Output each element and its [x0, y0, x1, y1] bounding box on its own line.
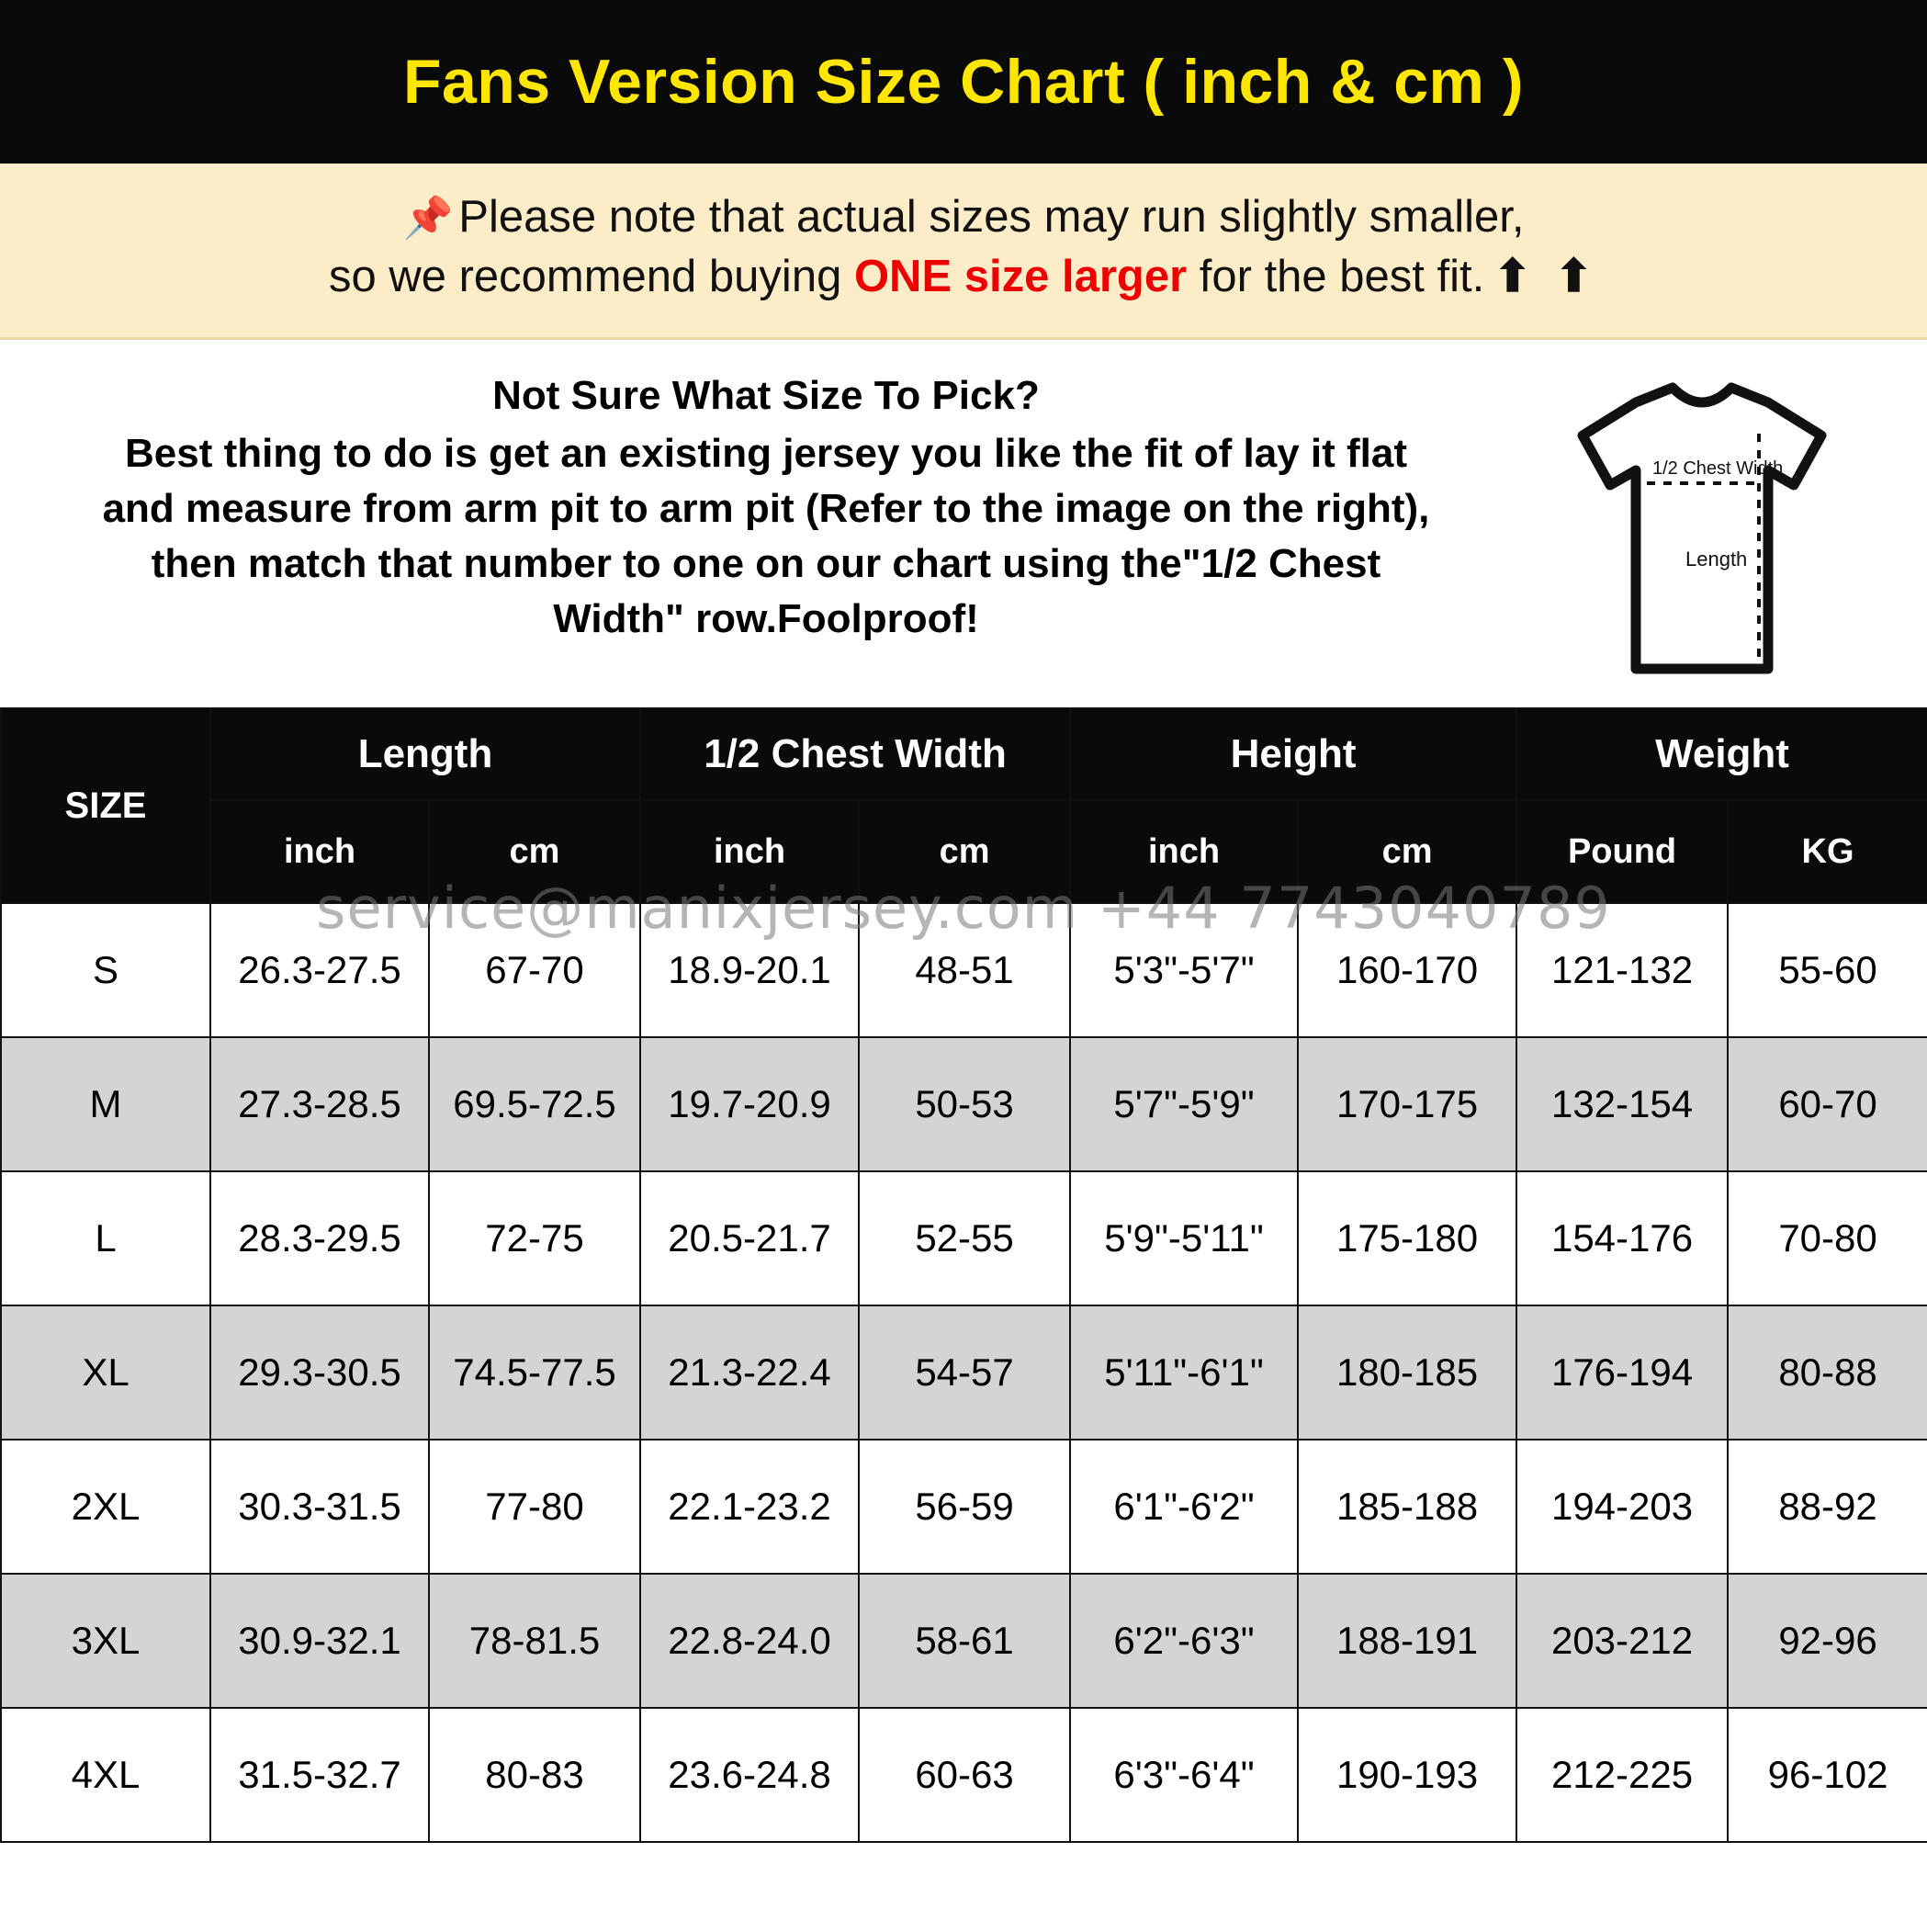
header-length-cm: cm	[429, 800, 640, 903]
tshirt-icon	[1518, 375, 1886, 687]
cell-size: 3XL	[1, 1574, 210, 1708]
cell-chest-inch: 23.6-24.8	[640, 1708, 859, 1842]
cell-height-inch: 5'11"-6'1"	[1070, 1305, 1298, 1440]
header-height-inch: inch	[1070, 800, 1298, 903]
header-size: SIZE	[1, 708, 210, 903]
note-emphasis: ONE size larger	[853, 251, 1188, 301]
watermark-contact: service@manixjersey.com +44 7743040789	[316, 875, 1611, 943]
cell-length-inch: 31.5-32.7	[210, 1708, 429, 1842]
cell-chest-cm: 58-61	[859, 1574, 1070, 1708]
cell-chest-inch: 19.7-20.9	[640, 1037, 859, 1171]
group-header-row	[1, 708, 1927, 800]
cell-size: 4XL	[1, 1708, 210, 1842]
cell-length-cm: 77-80	[429, 1440, 640, 1574]
size-table-body	[1, 903, 1927, 1842]
cell-length-inch: 27.3-28.5	[210, 1037, 429, 1171]
cell-weight-kg: 92-96	[1728, 1574, 1927, 1708]
cell-weight-pound: 194-203	[1516, 1440, 1728, 1574]
header-group-length: Length	[210, 708, 640, 800]
header-length-inch: inch	[210, 800, 429, 903]
note-line-1	[37, 187, 1890, 247]
header-height-cm: cm	[1298, 800, 1516, 903]
header-weight-pound: Pound	[1516, 800, 1728, 903]
page-title: Fans Version Size Chart ( inch & cm )	[402, 47, 1525, 117]
cell-length-inch: 30.3-31.5	[210, 1440, 429, 1574]
cell-weight-pound: 132-154	[1516, 1037, 1728, 1171]
cell-height-inch: 5'7"-5'9"	[1070, 1037, 1298, 1171]
cell-weight-pound: 203-212	[1516, 1574, 1728, 1708]
cell-weight-kg: 80-88	[1728, 1305, 1927, 1440]
table-row	[1, 1037, 1927, 1171]
cell-chest-cm: 56-59	[859, 1440, 1070, 1574]
cell-height-cm: 188-191	[1298, 1574, 1516, 1708]
cell-chest-inch: 18.9-20.1	[640, 903, 859, 1037]
sub-header-row	[1, 800, 1927, 903]
cell-height-cm: 190-193	[1298, 1708, 1516, 1842]
help-body-line-2: and measure from arm pit to arm pit (Refer to the image on the right),	[102, 486, 1430, 532]
note-text-2-post: for the best fit.	[1187, 251, 1485, 301]
length-label: Length	[1685, 548, 1748, 571]
cell-chest-cm: 52-55	[859, 1171, 1070, 1305]
cell-height-inch: 6'2"-6'3"	[1070, 1574, 1298, 1708]
cell-length-cm: 80-83	[429, 1708, 640, 1842]
cell-chest-cm: 48-51	[859, 903, 1070, 1037]
table-row	[1, 1440, 1927, 1574]
cell-chest-inch: 21.3-22.4	[640, 1305, 859, 1440]
note-text-2-pre: so we recommend buying	[328, 251, 854, 301]
cell-height-inch: 5'9"-5'11"	[1070, 1171, 1298, 1305]
cell-length-cm: 69.5-72.5	[429, 1037, 640, 1171]
table-row	[1, 1708, 1927, 1842]
help-heading: Not Sure What Size To Pick?	[492, 373, 1040, 419]
cell-height-inch: 5'3"-5'7"	[1070, 903, 1298, 1037]
cell-weight-pound: 176-194	[1516, 1305, 1728, 1440]
cell-length-cm: 72-75	[429, 1171, 640, 1305]
cell-height-cm: 160-170	[1298, 903, 1516, 1037]
size-table-head	[1, 708, 1927, 903]
cell-size: S	[1, 903, 210, 1037]
cell-weight-kg: 60-70	[1728, 1037, 1927, 1171]
cell-size: 2XL	[1, 1440, 210, 1574]
cell-weight-pound: 154-176	[1516, 1171, 1728, 1305]
cell-weight-pound: 121-132	[1516, 903, 1728, 1037]
cell-chest-cm: 60-63	[859, 1708, 1070, 1842]
cell-weight-kg: 88-92	[1728, 1440, 1927, 1574]
cell-chest-cm: 50-53	[859, 1037, 1070, 1171]
cell-height-inch: 6'3"-6'4"	[1070, 1708, 1298, 1842]
cell-weight-kg: 55-60	[1728, 903, 1927, 1037]
cell-height-cm: 175-180	[1298, 1171, 1516, 1305]
cell-size: XL	[1, 1305, 210, 1440]
chest-width-label: 1/2 Chest Width	[1652, 458, 1784, 480]
cell-size: M	[1, 1037, 210, 1171]
cell-length-cm: 67-70	[429, 903, 640, 1037]
cell-height-inch: 6'1"-6'2"	[1070, 1440, 1298, 1574]
table-row	[1, 903, 1927, 1037]
cell-weight-kg: 96-102	[1728, 1708, 1927, 1842]
help-text-block	[28, 366, 1504, 646]
table-row	[1, 1171, 1927, 1305]
pin-icon: 📌	[402, 196, 454, 241]
note-line-2	[37, 247, 1890, 307]
header-group-chest-width: 1/2 Chest Width	[640, 708, 1070, 800]
header-chest-inch: inch	[640, 800, 859, 903]
help-body-line-4: Width" row.Foolproof!	[553, 595, 979, 641]
cell-chest-cm: 54-57	[859, 1305, 1070, 1440]
cell-length-inch: 30.9-32.1	[210, 1574, 429, 1708]
tshirt-diagram	[1504, 366, 1899, 687]
cell-length-cm: 74.5-77.5	[429, 1305, 640, 1440]
cell-weight-pound: 212-225	[1516, 1708, 1728, 1842]
cell-weight-kg: 70-80	[1728, 1171, 1927, 1305]
title-bar	[0, 0, 1927, 164]
header-chest-cm: cm	[859, 800, 1070, 903]
cell-size: L	[1, 1171, 210, 1305]
cell-chest-inch: 22.8-24.0	[640, 1574, 859, 1708]
cell-length-inch: 26.3-27.5	[210, 903, 429, 1037]
cell-length-inch: 28.3-29.5	[210, 1171, 429, 1305]
table-row	[1, 1305, 1927, 1440]
cell-length-inch: 29.3-30.5	[210, 1305, 429, 1440]
cell-height-cm: 185-188	[1298, 1440, 1516, 1574]
note-band	[0, 164, 1927, 340]
size-table	[0, 707, 1927, 1843]
help-section	[0, 340, 1927, 707]
size-table-wrap	[0, 707, 1927, 1932]
header-group-height: Height	[1070, 708, 1516, 800]
up-arrows-icon: ⬆ ⬆	[1493, 251, 1598, 301]
help-body-line-3: then match that number to one on our chart using the"1/2 Chest	[151, 541, 1381, 586]
cell-length-cm: 78-81.5	[429, 1574, 640, 1708]
header-weight-kg: KG	[1728, 800, 1927, 903]
note-text-1: Please note that actual sizes may run slightly smaller,	[458, 192, 1525, 242]
table-row	[1, 1574, 1927, 1708]
cell-height-cm: 170-175	[1298, 1037, 1516, 1171]
cell-chest-inch: 22.1-23.2	[640, 1440, 859, 1574]
header-group-weight: Weight	[1516, 708, 1927, 800]
help-body-line-1: Best thing to do is get an existing jersey you like the fit of lay it flat	[124, 431, 1407, 477]
cell-chest-inch: 20.5-21.7	[640, 1171, 859, 1305]
cell-height-cm: 180-185	[1298, 1305, 1516, 1440]
